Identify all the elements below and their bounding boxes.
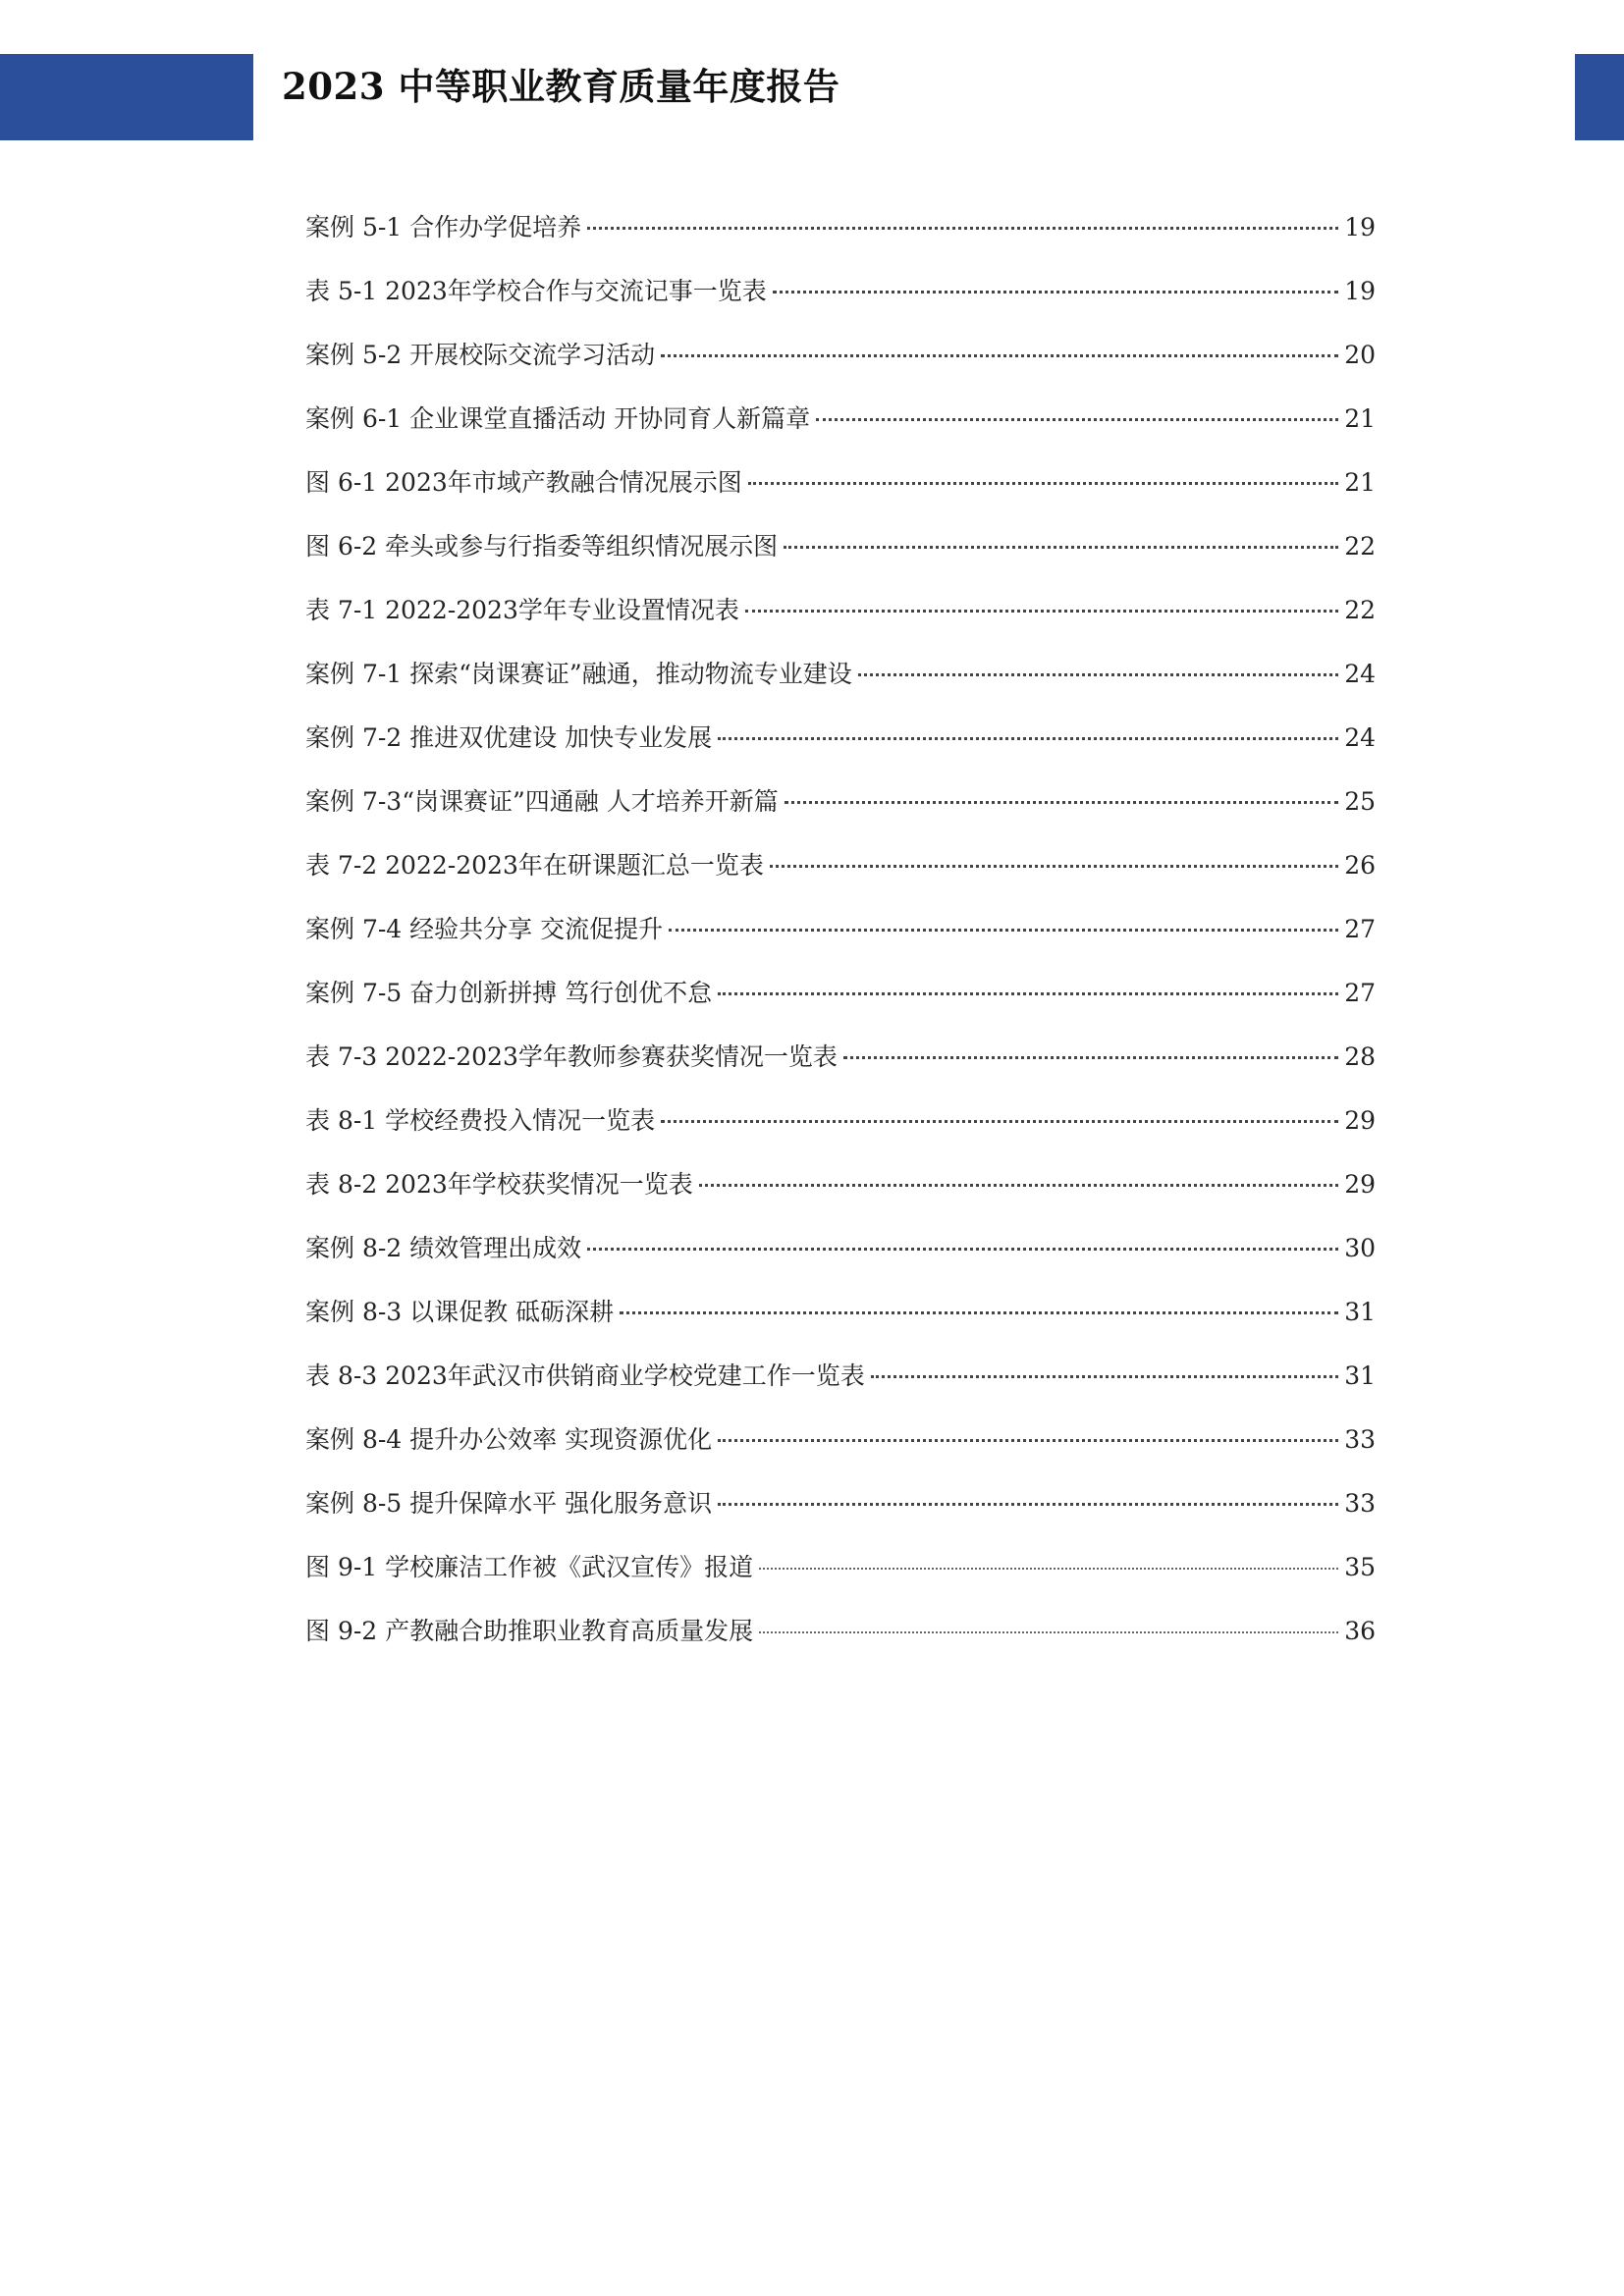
toc-entry-label: 图 6-2 牵头或参与行指委等组织情况展示图 xyxy=(305,532,779,561)
toc-entry-label: 案例 5-2 开展校际交流学习活动 xyxy=(305,341,656,369)
toc-entry-page: 35 xyxy=(1344,1553,1376,1581)
toc-dot-leader xyxy=(745,610,1338,613)
toc-entry-label: 表 7-1 2022-2023学年专业设置情况表 xyxy=(305,596,739,624)
toc-dot-leader xyxy=(661,354,1338,357)
toc-entry[interactable] xyxy=(305,1357,1376,1420)
toc-dot-leader xyxy=(843,1056,1338,1059)
toc-entry-page: 33 xyxy=(1344,1425,1376,1454)
toc-entry-label: 案例 5-1 合作办学促培养 xyxy=(305,213,582,241)
toc-entry[interactable] xyxy=(305,1293,1376,1357)
toc-entry[interactable] xyxy=(305,272,1376,336)
toc-dot-leader xyxy=(587,1248,1338,1251)
toc-entry[interactable] xyxy=(305,782,1376,846)
table-of-contents xyxy=(305,208,1376,1676)
toc-entry-page: 20 xyxy=(1344,341,1376,369)
toc-entry-label: 案例 8-2 绩效管理出成效 xyxy=(305,1234,582,1262)
toc-entry-page: 24 xyxy=(1344,660,1376,688)
toc-entry[interactable] xyxy=(305,655,1376,719)
toc-dot-leader xyxy=(871,1375,1338,1378)
toc-entry-page: 24 xyxy=(1344,723,1376,752)
toc-entry-label: 图 9-1 学校廉洁工作被《武汉宣传》报道 xyxy=(305,1553,754,1581)
toc-entry-page: 22 xyxy=(1344,596,1376,624)
toc-entry[interactable] xyxy=(305,527,1376,591)
toc-dot-leader xyxy=(718,992,1338,995)
toc-dot-leader xyxy=(816,418,1338,421)
toc-entry[interactable] xyxy=(305,846,1376,910)
toc-entry[interactable] xyxy=(305,1165,1376,1229)
toc-entry[interactable] xyxy=(305,719,1376,782)
toc-entry-page: 25 xyxy=(1344,787,1376,816)
toc-dot-leader xyxy=(784,546,1338,549)
toc-entry[interactable] xyxy=(305,336,1376,400)
toc-entry-page: 27 xyxy=(1344,915,1376,943)
toc-dot-leader xyxy=(718,1503,1338,1506)
toc-entry-label: 表 8-1 学校经费投入情况一览表 xyxy=(305,1106,656,1135)
toc-entry-page: 29 xyxy=(1344,1106,1376,1135)
toc-entry[interactable] xyxy=(305,1420,1376,1484)
toc-entry-page: 30 xyxy=(1344,1234,1376,1262)
toc-dot-leader xyxy=(718,1439,1338,1442)
toc-entry-label: 表 5-1 2023年学校合作与交流记事一览表 xyxy=(305,277,767,305)
toc-entry[interactable] xyxy=(305,1484,1376,1548)
toc-entry[interactable] xyxy=(305,1612,1376,1676)
toc-entry-label: 案例 8-4 提升办公效率 实现资源优化 xyxy=(305,1425,713,1454)
toc-entry-label: 案例 7-5 奋力创新拼搏 笃行创优不怠 xyxy=(305,979,713,1007)
toc-entry-label: 表 8-2 2023年学校获奖情况一览表 xyxy=(305,1170,693,1199)
toc-entry-label: 案例 7-1 探索“岗课赛证”融通，推动物流专业建设 xyxy=(305,660,852,688)
toc-entry-page: 26 xyxy=(1344,851,1376,880)
toc-entry[interactable] xyxy=(305,1101,1376,1165)
toc-entry-label: 案例 7-4 经验共分享 交流促提升 xyxy=(305,915,664,943)
toc-entry-page: 29 xyxy=(1344,1170,1376,1199)
toc-entry-page: 28 xyxy=(1344,1042,1376,1071)
toc-entry-page: 36 xyxy=(1344,1617,1376,1645)
toc-entry[interactable] xyxy=(305,591,1376,655)
toc-dot-leader xyxy=(718,737,1338,740)
toc-entry-page: 19 xyxy=(1344,277,1376,305)
toc-entry[interactable] xyxy=(305,400,1376,463)
toc-entry-label: 案例 8-3 以课促教 砥砺深耕 xyxy=(305,1298,615,1326)
toc-dot-leader xyxy=(620,1311,1338,1314)
toc-dot-leader xyxy=(587,227,1338,230)
header-accent-bar-left xyxy=(0,54,253,140)
toc-entry-label: 案例 7-2 推进双优建设 加快专业发展 xyxy=(305,723,713,752)
toc-entry[interactable] xyxy=(305,1229,1376,1293)
toc-entry-page: 19 xyxy=(1344,213,1376,241)
toc-entry-label: 案例 8-5 提升保障水平 强化服务意识 xyxy=(305,1489,713,1518)
toc-dot-leader xyxy=(661,1120,1338,1123)
toc-entry-page: 31 xyxy=(1344,1362,1376,1390)
toc-entry-page: 21 xyxy=(1344,468,1376,497)
report-title: 2023 中等职业教育质量年度报告 xyxy=(282,65,840,108)
toc-dot-leader xyxy=(759,1631,1338,1633)
toc-entry-label: 表 7-3 2022-2023学年教师参赛获奖情况一览表 xyxy=(305,1042,838,1071)
toc-entry-label: 案例 6-1 企业课堂直播活动 开协同育人新篇章 xyxy=(305,404,811,433)
toc-entry[interactable] xyxy=(305,1548,1376,1612)
toc-entry[interactable] xyxy=(305,1038,1376,1101)
toc-dot-leader xyxy=(759,1568,1338,1570)
toc-entry-page: 22 xyxy=(1344,532,1376,561)
toc-entry-page: 27 xyxy=(1344,979,1376,1007)
toc-dot-leader xyxy=(773,291,1338,294)
toc-dot-leader xyxy=(669,929,1338,932)
toc-entry-page: 33 xyxy=(1344,1489,1376,1518)
toc-entry-label: 图 6-1 2023年市域产教融合情况展示图 xyxy=(305,468,742,497)
toc-entry-label: 案例 7-3“岗课赛证”四通融 人才培养开新篇 xyxy=(305,787,779,816)
toc-dot-leader xyxy=(785,801,1338,804)
toc-entry[interactable] xyxy=(305,974,1376,1038)
toc-dot-leader xyxy=(770,865,1338,868)
toc-entry-label: 表 7-2 2022-2023年在研课题汇总一览表 xyxy=(305,851,764,880)
toc-dot-leader xyxy=(699,1184,1338,1187)
header-accent-bar-right xyxy=(1575,54,1624,140)
toc-dot-leader xyxy=(858,673,1338,676)
toc-dot-leader xyxy=(748,482,1338,485)
toc-entry[interactable] xyxy=(305,910,1376,974)
toc-entry[interactable] xyxy=(305,463,1376,527)
toc-entry-page: 21 xyxy=(1344,404,1376,433)
toc-entry-label: 图 9-2 产教融合助推职业教育高质量发展 xyxy=(305,1617,754,1645)
toc-entry-page: 31 xyxy=(1344,1298,1376,1326)
toc-entry-label: 表 8-3 2023年武汉市供销商业学校党建工作一览表 xyxy=(305,1362,865,1390)
toc-entry[interactable] xyxy=(305,208,1376,272)
